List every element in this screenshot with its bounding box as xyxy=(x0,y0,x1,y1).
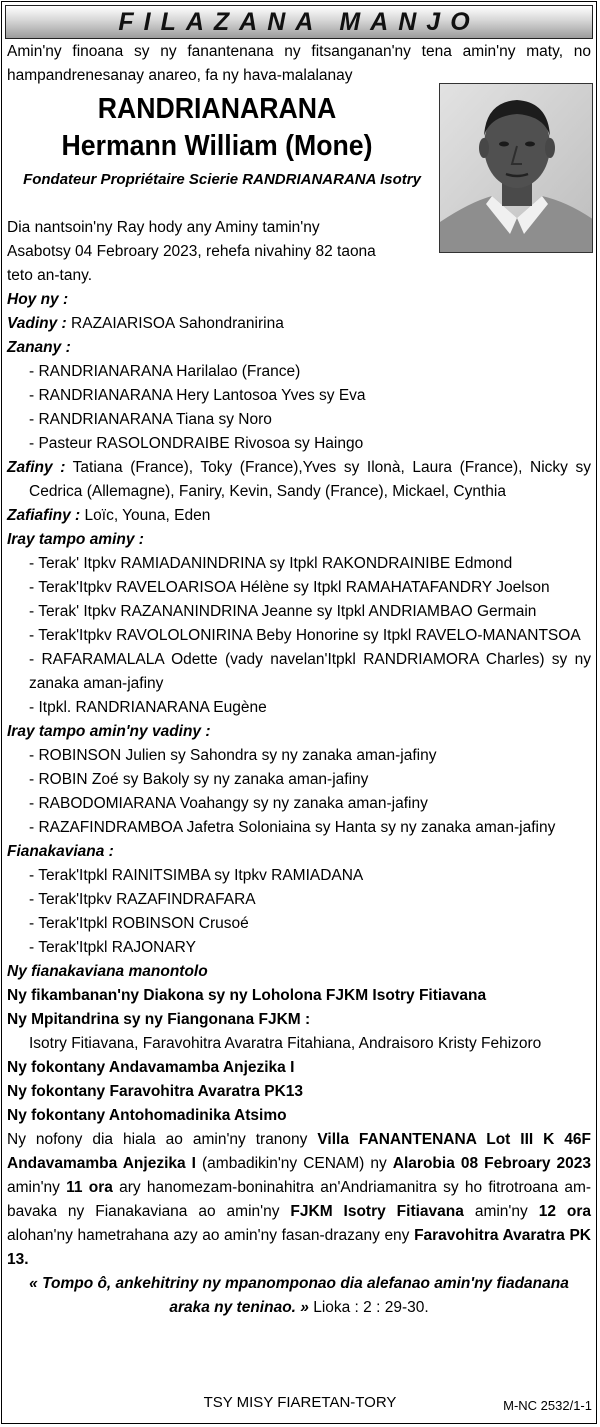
fianakaviana-item: - Terak'Itpkv RAZAFINDRAFARA xyxy=(29,891,256,908)
footer-reference: M-NC 2532/1-1 xyxy=(503,1398,592,1413)
funeral-text: alohan'ny hametrahana azy ao amin'ny fasan-drazany eny xyxy=(7,1227,415,1244)
funeral-time-1: 11 ora xyxy=(66,1179,113,1196)
fianakaviana-label: Fianakaviana : xyxy=(7,843,114,860)
funeral-church: FJKM Isotry Fitiavana xyxy=(290,1203,464,1220)
notice-body xyxy=(7,40,591,1320)
funeral-address: Villa FANANTENANA Lot III K 46F Andavamamba Anjezika I xyxy=(7,1131,591,1172)
iray-tampo-vadiny-label: Iray tampo amin'ny vadiny : xyxy=(7,723,211,740)
zanany-item: - RANDRIANARANA Tiana sy Noro xyxy=(29,411,272,428)
manontolo-line: Ny fianakaviana manontolo xyxy=(7,963,208,980)
funeral-text: Ny nofony dia hiala ao amin'ny tranony xyxy=(7,1131,318,1148)
funeral-text: amin'ny xyxy=(463,1203,539,1220)
mpitandrina-label: Ny Mpitandrina sy ny Fiangonana FJKM : xyxy=(7,1011,311,1028)
fikambanana-line: Ny fikambanan'ny Diakona sy ny Loholona FJKM Isotry Fitiavana xyxy=(7,987,487,1004)
iray-tampo-vadiny-item: - RABODOMIARANA Voahangy sy ny zanaka aman-jafiny xyxy=(29,795,428,812)
footer-sign: TSY MISY FIARETAN-TORY xyxy=(203,1394,397,1411)
iray-tampo-item: - Terak' Itpkv RAZANANINDRINA Jeanne sy Itpkl ANDRIAMBAO Germain xyxy=(29,603,537,620)
zanany-item: - RANDRIANARANA Harilalao (France) xyxy=(29,363,301,380)
zanany-label: Zanany : xyxy=(7,339,71,356)
verse-reference: Lioka : 2 : 29-30. xyxy=(308,1299,429,1316)
iray-tampo-vadiny-item: - ROBINSON Julien sy Sahondra sy ny zanaka aman-jafiny xyxy=(29,747,437,764)
bible-verse xyxy=(7,1272,591,1320)
zafiny-line xyxy=(7,456,591,504)
deceased-given-name: Hermann William (Mone) xyxy=(61,130,373,162)
iray-tampo-label: Iray tampo aminy : xyxy=(7,531,144,548)
iray-tampo-vadiny-item: - RAZAFINDRAMBOA Jafetra Soloniaina sy Hanta sy ny zanaka aman-jafiny xyxy=(29,819,556,836)
fokontany-line: Ny fokontany Antohomadinika Atsimo xyxy=(7,1107,287,1124)
notice-title: FILAZANA MANJO xyxy=(118,7,480,36)
zafiafiny-label: Zafiafiny : xyxy=(7,507,81,524)
iray-tampo-item: - RAFARAMALALA Odette (vady navelan'Itpkl RANDRIAMORA Charles) sy ny zanaka aman-jafiny xyxy=(29,651,591,692)
vadiny-line xyxy=(7,312,591,336)
zafiny-label: Zafiny : xyxy=(7,459,66,476)
zanany-item: - RANDRIANARANA Hery Lantosoa Yves sy Eva xyxy=(29,387,366,404)
funeral-details xyxy=(7,1128,591,1272)
verse-quote: « Tompo ô, ankehitriny ny mpanomponao dia alefanao amin'ny fiadanana araka ny teninao. » xyxy=(29,1275,569,1316)
death-notice-line: teto an-tany. xyxy=(7,267,93,284)
funeral-time-2: 12 ora xyxy=(538,1203,592,1220)
fianakaviana-item: - Terak'Itpkl RAINITSIMBA sy Itpkv RAMIADANA xyxy=(29,867,364,884)
fianakaviana-item: - Terak'Itpkl RAJONARY xyxy=(29,939,196,956)
deceased-title: Fondateur Propriétaire Scierie RANDRIANARANA Isotry xyxy=(23,171,421,188)
notice-header xyxy=(5,5,593,39)
zafiafiny-value: Loïc, Youna, Eden xyxy=(84,507,211,524)
iray-tampo-item: - Itpkl. RANDRIANARANA Eugène xyxy=(29,699,267,716)
zanany-item: - Pasteur RASOLONDRAIBE Rivosoa sy Haingo xyxy=(29,435,364,452)
deceased-surname: RANDRIANARANA xyxy=(97,93,337,125)
zafiny-value: Tatiana (France), Toky (France),Yves sy Ilonà, Laura (France), Nicky sy Cedrica (Allemagne), Faniry, Kevin, Sandy (France), Mickael, Cynthia xyxy=(29,459,591,500)
funeral-text: (ambadikin'ny CENAM) ny xyxy=(195,1155,393,1172)
zafiafiny-line xyxy=(7,504,591,528)
fokontany-line: Ny fokontany Faravohitra Avaratra PK13 xyxy=(7,1083,304,1100)
death-notice-line: Asabotsy 04 Febroary 2023, rehefa nivahiny 82 taona xyxy=(7,243,376,260)
iray-tampo-item: - Terak'Itpkv RAVOLOLONIRINA Beby Honorine sy Itpkl RAVELO-MANANTSOA xyxy=(29,627,581,644)
hoy-ny-label: Hoy ny : xyxy=(7,291,69,308)
fokontany-line: Ny fokontany Andavamamba Anjezika I xyxy=(7,1059,295,1076)
iray-tampo-item: - Terak' Itpkv RAMIADANINDRINA sy Itpkl RAKONDRAINIBE Edmond xyxy=(29,555,513,572)
notice-footer xyxy=(0,1394,600,1418)
fianakaviana-item: - Terak'Itpkl ROBINSON Crusoé xyxy=(29,915,249,932)
death-notice-line: Dia nantsoin'ny Ray hody any Aminy tamin'ny xyxy=(7,219,320,236)
iray-tampo-item: - Terak'Itpkv RAVELOARISOA Hélène sy Itpkl RAMAHATAFANDRY Joelson xyxy=(29,579,550,596)
death-notice xyxy=(7,216,432,288)
intro-text: Amin'ny finoana sy ny fanantenana ny fitsanganan'ny tena amin'ny maty, no hampandrenesanay anareo, fa ny hava-malalanay xyxy=(7,43,591,84)
iray-tampo-vadiny-item: - ROBIN Zoé sy Bakoly sy ny zanaka aman-jafiny xyxy=(29,771,369,788)
funeral-text: ary hanomezam-boninahitra an'Andriamanitra sy ho fitrotroana am-bavaka ny Fianakaviana ao amin'ny xyxy=(7,1179,592,1220)
funeral-date: Alarobia 08 Febroary 2023 xyxy=(392,1155,591,1172)
funeral-text: amin'ny xyxy=(7,1179,67,1196)
vadiny-label: Vadiny : xyxy=(7,315,67,332)
vadiny-value: RAZAIARISOA Sahondranirina xyxy=(71,315,284,332)
funeral-burial-place: Faravohitra Avaratra PK 13. xyxy=(7,1227,591,1268)
mpitandrina-value: Isotry Fitiavana, Faravohitra Avaratra Fitahiana, Andraisoro Kristy Fehizoro xyxy=(29,1035,542,1052)
